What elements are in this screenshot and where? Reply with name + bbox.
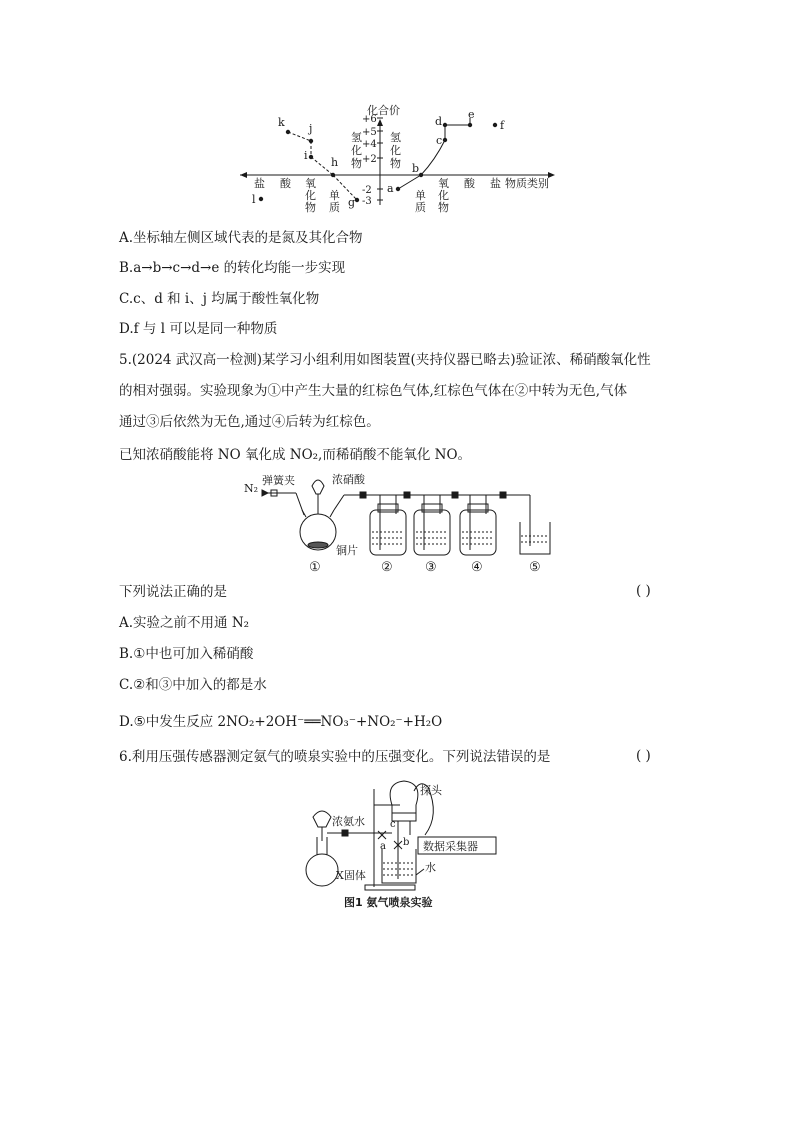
- copper-label: 铜片: [336, 544, 358, 557]
- point-j: [309, 139, 313, 143]
- spring-clip-label: 弹簧夹: [262, 474, 295, 487]
- x-cat-element-right-2: 质: [415, 201, 426, 214]
- region-char: 物: [351, 157, 362, 170]
- point-label-j: j: [309, 122, 313, 135]
- point-label-c: c: [436, 134, 443, 147]
- q5-stem-4: 已知浓硝酸能将 NO 氧化成 NO₂,而稀硝酸不能氧化 NO。: [119, 447, 472, 463]
- x-cat-salt-right: 盐: [490, 177, 501, 190]
- conc-acid-label: 浓硝酸: [332, 473, 365, 486]
- x-cat-element-right: 单: [415, 189, 426, 202]
- point-b: [419, 173, 423, 177]
- q6-stem: 6.利用压强传感器测定氨气的喷泉实验中的压强变化。下列说法错误的是: [119, 749, 551, 765]
- x-cat-salt-left: 盐: [254, 177, 265, 190]
- ammonia-funnel: [313, 811, 331, 827]
- x-cat-acid-right: 酸: [464, 177, 475, 190]
- q5-question: 下列说法正确的是: [119, 584, 227, 600]
- point-label-h: h: [331, 156, 339, 169]
- inverted-flask: [390, 781, 418, 815]
- y-tick-label: -3: [362, 196, 372, 207]
- x-axis-arrow: [548, 172, 555, 178]
- generator-flask: [306, 854, 338, 886]
- dropping-funnel: [312, 480, 324, 494]
- point-h: [331, 173, 335, 177]
- point-label-g: g: [348, 196, 356, 209]
- valve-b-label: b: [403, 837, 410, 848]
- q5-option-b: B.①中也可加入稀硝酸: [119, 646, 254, 662]
- label-1: ①: [309, 560, 321, 575]
- point-label-f: f: [500, 119, 505, 132]
- wash-bottle-3: [414, 495, 450, 555]
- wash-bottle-2: [370, 495, 406, 555]
- q4-option-d: D.f 与 l 可以是同一种物质: [119, 321, 278, 337]
- water-pointer: [416, 869, 424, 875]
- q5-option-c: C.②和③中加入的都是水: [119, 677, 267, 693]
- point-d: [443, 123, 447, 127]
- y-axis-label: 化合价: [367, 104, 400, 117]
- q5-stem-1: 5.(2024 武汉高一检测)某学习小组利用如图装置(夹持仪器已略去)验证浓、稀硝酸氧化性: [119, 352, 651, 368]
- point-e: [468, 123, 472, 127]
- point-label-l: l: [252, 193, 256, 206]
- point-label-d: d: [435, 115, 443, 128]
- x-cat-oxide-right-2: 化: [438, 189, 449, 202]
- x-cat-element-left: 单: [329, 189, 340, 202]
- point-i: [309, 155, 313, 159]
- line-a-b: [398, 175, 421, 189]
- region-char: 物: [390, 157, 401, 170]
- label-5: ⑤: [529, 560, 541, 575]
- x-cat-oxide-right-3: 物: [438, 201, 449, 214]
- x-cat-oxide-right: 氧: [438, 177, 449, 190]
- flask-neck-left: [302, 510, 306, 517]
- n2-arrow: [262, 490, 268, 496]
- point-g: [355, 198, 359, 202]
- valve-c-label: c: [390, 819, 396, 830]
- conc-ammonia-label: 浓氨水: [332, 815, 365, 828]
- y-tick-label: +2: [362, 154, 377, 165]
- point-label-e: e: [468, 108, 475, 121]
- stand-base: [365, 885, 415, 890]
- y-tick-label: -2: [362, 185, 372, 196]
- region-label-right: [390, 130, 401, 170]
- point-f: [493, 123, 497, 127]
- data-collector-label: 数据采集器: [423, 840, 478, 853]
- point-l: [259, 197, 263, 201]
- y-tick-label: +6: [362, 114, 377, 125]
- x-cat-oxide-left: 氧: [305, 177, 316, 190]
- q4-option-b: B.a→b→c→d→e 的转化均能一步实现: [119, 260, 346, 276]
- q4-option-a: A.坐标轴左侧区域代表的是氮及其化合物: [119, 230, 363, 246]
- dash-k-j: [288, 132, 311, 141]
- x-cat-oxide-left-3: 物: [305, 201, 316, 214]
- q6-answer-paren: ( ): [636, 748, 651, 764]
- y-axis-arrow: [377, 119, 383, 126]
- x-solid-label: X固体: [336, 869, 366, 882]
- n2-label: N₂: [244, 482, 259, 495]
- q5-answer-paren: ( ): [636, 583, 651, 599]
- point-label-k: k: [278, 116, 285, 129]
- probe-label: 探头: [420, 784, 442, 797]
- label-4: ④: [471, 560, 483, 575]
- x-cat-acid-left: 酸: [280, 177, 291, 190]
- region-char: 化: [351, 144, 362, 157]
- beaker-5: [520, 495, 550, 554]
- y-tick-label: +4: [362, 139, 377, 150]
- wash-bottle-4: [460, 495, 496, 555]
- figure-caption: 图1 氨气喷泉实验: [344, 896, 433, 909]
- q5-option-d: D.⑤中发生反应 2NO₂+2OH⁻══NO₃⁻+NO₂⁻+H₂O: [119, 714, 443, 730]
- x-cat-element-left-2: 质: [329, 201, 340, 214]
- y-tick-label: +5: [362, 127, 377, 138]
- nitric-acid-apparatus: [0, 470, 794, 580]
- q5-stem-3: 通过③后依然为无色,通过④后转为红棕色。: [119, 414, 380, 430]
- region-label-left: [351, 130, 362, 170]
- region-char: 氢: [351, 131, 362, 144]
- point-c: [443, 138, 447, 142]
- q5-option-a: A.实验之前不用通 N₂: [119, 615, 250, 631]
- dash-i-h: [311, 157, 333, 175]
- label-3: ③: [425, 560, 437, 575]
- valence-class-chart: [0, 0, 794, 230]
- point-a: [396, 187, 400, 191]
- q5-stem-2: 的相对强弱。实验现象为①中产生大量的红棕色气体,红棕色气体在②中转为无色,气体: [119, 383, 628, 399]
- point-label-a: a: [387, 182, 394, 195]
- point-k: [286, 130, 290, 134]
- x-axis-arrow-left: [240, 172, 247, 178]
- region-char: 氢: [390, 131, 401, 144]
- point-label-b: b: [412, 162, 420, 175]
- valve-a-label: a: [380, 841, 386, 852]
- copper-pieces: [308, 542, 328, 548]
- water-label: 水: [425, 861, 436, 874]
- x-cat-oxide-left-2: 化: [305, 189, 316, 202]
- outlet-bend: [334, 495, 344, 510]
- water-beaker: [382, 849, 416, 883]
- q4-option-c: C.c、d 和 i、j 均属于酸性氧化物: [119, 291, 320, 307]
- point-label-i: i: [304, 149, 308, 162]
- region-char: 化: [390, 144, 401, 157]
- x-axis-label: 物质类别: [505, 177, 549, 190]
- ammonia-fountain-apparatus: [0, 775, 794, 915]
- label-2: ②: [381, 560, 393, 575]
- flask-neck-right: [330, 510, 334, 517]
